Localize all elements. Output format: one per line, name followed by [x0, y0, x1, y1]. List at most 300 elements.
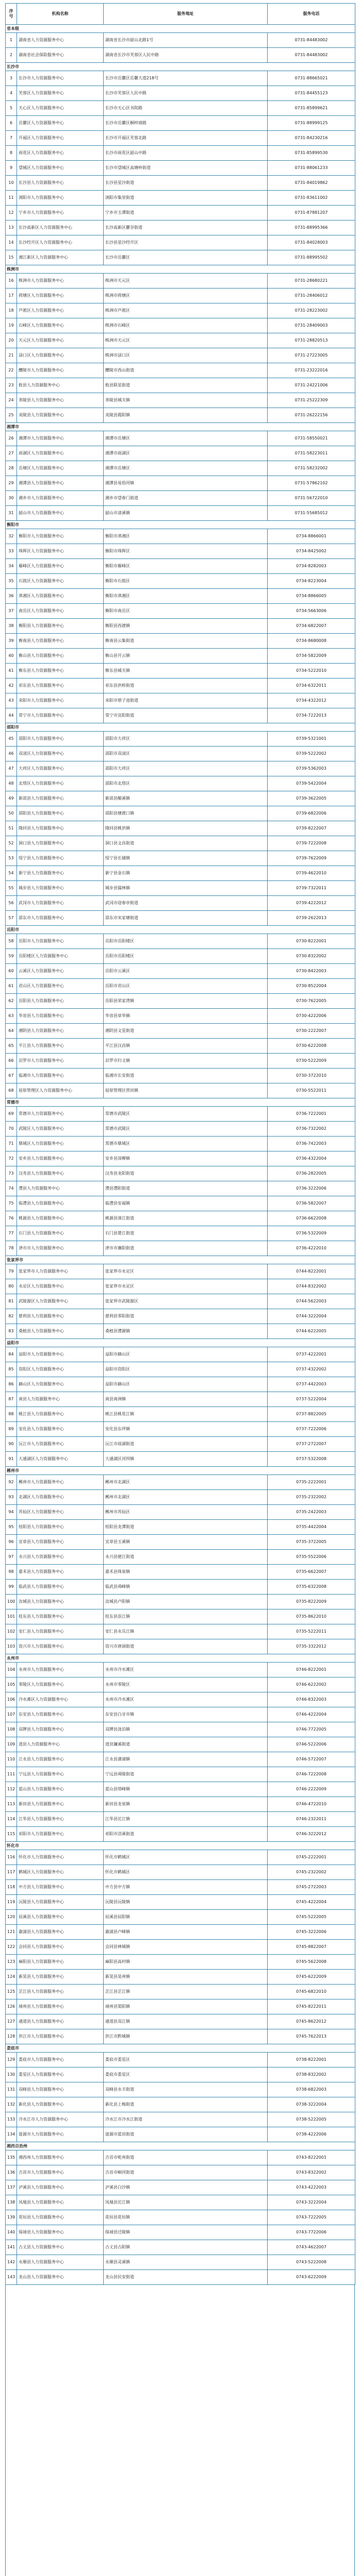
agency-name: 郴州市人力资源服务中心: [17, 1475, 104, 1490]
service-address: 江永县潇浦镇: [104, 1752, 268, 1767]
table-row: [6, 821, 355, 836]
agency-name: 雨花区人力资源服务中心: [17, 146, 104, 161]
service-address: 临武县舜峰镇: [104, 1580, 268, 1595]
service-phone: 0737-4422003: [268, 1377, 355, 1392]
service-phone: 0730-8322002: [268, 949, 355, 964]
table-row: [6, 776, 355, 791]
service-phone: 0731-58223011: [268, 446, 355, 461]
service-address: 岳阳市岳阳楼区: [104, 949, 268, 964]
section-row: [6, 265, 355, 274]
service-address: 邵东市宋家塘街道: [104, 911, 268, 926]
service-address: 常宁市宜阳街道: [104, 708, 268, 723]
agency-name: 永兴县人力资源服务中心: [17, 1550, 104, 1565]
agency-name: 雨湖区人力资源服务中心: [17, 446, 104, 461]
agency-name: 石峰区人力资源服务中心: [17, 318, 104, 333]
service-phone: 0746-5722007: [268, 1752, 355, 1767]
service-phone: 0734-6822007: [268, 619, 355, 634]
service-address: 长沙市岳麓区岳麓大道218号: [104, 71, 268, 86]
service-address: 双峰县永丰街道: [104, 2082, 268, 2097]
table-row: [6, 1609, 355, 1624]
service-address: 益阳市赫山区: [104, 1347, 268, 1362]
service-address: 衡东县城关镇: [104, 664, 268, 679]
agency-name: 衡南县人力资源服务中心: [17, 634, 104, 649]
section-title: 岳阳市: [6, 926, 355, 934]
agency-name: 岳麓区人力资源服务中心: [17, 116, 104, 131]
agency-name: 隆回县人力资源服务中心: [17, 821, 104, 836]
section-row: [6, 521, 355, 529]
service-phone: 0735-6622007: [268, 1565, 355, 1580]
service-phone: 0737-4222001: [268, 1347, 355, 1362]
service-phone: 0731-84483002: [268, 48, 355, 63]
table-row: [6, 2097, 355, 2112]
row-number: 121: [6, 1925, 17, 1940]
service-address: 湘潭市岳塘区: [104, 461, 268, 476]
table-row: [6, 693, 355, 708]
service-phone: 0743-7722006: [268, 2225, 355, 2240]
row-number: 30: [6, 491, 17, 506]
row-number: 119: [6, 1895, 17, 1910]
table-row: [6, 393, 355, 408]
service-address: 新宁县金石镇: [104, 866, 268, 881]
table-row: [6, 836, 355, 851]
agency-name: 保靖县人力资源服务中心: [17, 2225, 104, 2240]
service-address: 辰溪县辰阳镇: [104, 1910, 268, 1925]
agency-name: 长沙市人力资源服务中心: [17, 71, 104, 86]
service-phone: 0743-3222004: [268, 2195, 355, 2210]
service-phone: 0739-8222007: [268, 821, 355, 836]
row-number: 134: [6, 2127, 17, 2142]
agency-name: 桑植县人力资源服务中心: [17, 1324, 104, 1339]
agency-name: 沅陵县人力资源服务中心: [17, 1895, 104, 1910]
agency-name: 石门县人力资源服务中心: [17, 1226, 104, 1241]
agency-name: 攸县人力资源服务中心: [17, 378, 104, 393]
row-number: 83: [6, 1324, 17, 1339]
service-address: 岳阳市岳阳楼区: [104, 934, 268, 949]
service-address: 湘潭市岳塘区: [104, 431, 268, 446]
table-row: [6, 1362, 355, 1377]
agency-name: 祁东县人力资源服务中心: [17, 679, 104, 693]
service-phone: 0736-2822005: [268, 1166, 355, 1181]
service-phone: 0739-4222012: [268, 896, 355, 911]
section-title: 邵阳市: [6, 723, 355, 732]
table-row: [6, 206, 355, 221]
service-phone: 0730-8222001: [268, 934, 355, 949]
service-address: 华容县章华镇: [104, 1009, 268, 1024]
service-address: 南县南洲镇: [104, 1392, 268, 1407]
service-phone: 0746-2322011: [268, 1812, 355, 1827]
row-number: 15: [6, 250, 17, 265]
table-row: [6, 1069, 355, 1083]
row-number: 113: [6, 1797, 17, 1812]
table-row: [6, 408, 355, 423]
table-row: [6, 378, 355, 393]
row-number: 1: [6, 33, 17, 48]
row-number: 10: [6, 176, 17, 191]
table-row: [6, 1624, 355, 1639]
table-row: [6, 146, 355, 161]
table-row: [6, 604, 355, 619]
service-phone: 0739-2622013: [268, 911, 355, 926]
service-phone: 0736-5822007: [268, 1196, 355, 1211]
service-address: 涟源市蓝田街道: [104, 2127, 268, 2142]
service-address: 衡阳市珠晖区: [104, 544, 268, 559]
table-row: [6, 529, 355, 544]
service-address: 攸县联星街道: [104, 378, 268, 393]
table-row: [6, 2082, 355, 2097]
row-number: 54: [6, 866, 17, 881]
service-table: [5, 3, 355, 2285]
row-number: 39: [6, 634, 17, 649]
section-title: 益阳市: [6, 1339, 355, 1347]
row-number: 50: [6, 806, 17, 821]
service-address: 麻阳县高村镇: [104, 1955, 268, 1970]
service-phone: 0731-55685012: [268, 506, 355, 521]
row-number: 63: [6, 1009, 17, 1024]
service-address: 常德市武陵区: [104, 1107, 268, 1122]
table-row: [6, 664, 355, 679]
service-address: 邵阳县塘渡口镇: [104, 806, 268, 821]
table-row: [6, 274, 355, 289]
agency-name: 长沙县人力资源服务中心: [17, 176, 104, 191]
table-header-row: [6, 4, 355, 25]
section-title: 常德市: [6, 1098, 355, 1107]
row-number: 21: [6, 348, 17, 363]
table-row: [6, 1722, 355, 1737]
service-phone: 0731-27223005: [268, 348, 355, 363]
agency-name: 衡阳县人力资源服务中心: [17, 619, 104, 634]
section-row: [6, 25, 355, 33]
table-row: [6, 1422, 355, 1437]
agency-name: 洪江市人力资源服务中心: [17, 2029, 104, 2044]
service-phone: 0736-6622008: [268, 1211, 355, 1226]
row-number: 135: [6, 2150, 17, 2165]
row-number: 18: [6, 303, 17, 318]
service-address: 吉首市乾州街道: [104, 2150, 268, 2165]
agency-name: 津市市人力资源服务中心: [17, 1241, 104, 1256]
agency-name: 娄底市人力资源服务中心: [17, 2053, 104, 2067]
table-row: [6, 1309, 355, 1324]
row-number: 56: [6, 896, 17, 911]
row-number: 60: [6, 964, 17, 979]
service-address: 邵阳市北塔区: [104, 776, 268, 791]
service-phone: 0743-7222005: [268, 2210, 355, 2225]
service-address: 永州市冷水滩区: [104, 1663, 268, 1677]
table-row: [6, 1377, 355, 1392]
row-number: 71: [6, 1137, 17, 1151]
table-row: [6, 1595, 355, 1609]
row-number: 90: [6, 1437, 17, 1452]
agency-name: 北湖区人力资源服务中心: [17, 1490, 104, 1505]
row-number: 112: [6, 1782, 17, 1797]
agency-name: 宁乡市人力资源服务中心: [17, 206, 104, 221]
table-row: [6, 1241, 355, 1256]
service-address: 衡南县云集街道: [104, 634, 268, 649]
service-phone: 0739-5222002: [268, 747, 355, 761]
table-row: [6, 544, 355, 559]
table-row: [6, 476, 355, 491]
agency-name: 邵阳市人力资源服务中心: [17, 732, 104, 747]
agency-name: 衡山县人力资源服务中心: [17, 649, 104, 664]
service-address: 安化县东坪镇: [104, 1422, 268, 1437]
service-phone: 0736-4322004: [268, 1151, 355, 1166]
row-number: 137: [6, 2180, 17, 2195]
agency-name: 道县人力资源服务中心: [17, 1737, 104, 1752]
service-address: 汨罗市归义镇: [104, 1054, 268, 1069]
service-address: 隆回县桃洪镇: [104, 821, 268, 836]
row-number: 52: [6, 836, 17, 851]
row-number: 61: [6, 979, 17, 994]
service-address: 津市市襄阳街道: [104, 1241, 268, 1256]
service-phone: 0745-8822007: [268, 1940, 355, 1955]
row-number: 19: [6, 318, 17, 333]
service-address: 郴州市北湖区: [104, 1490, 268, 1505]
agency-name: 湘西州人力资源服务中心: [17, 2150, 104, 2165]
table-row: [6, 1009, 355, 1024]
service-phone: 0738-3222004: [268, 2097, 355, 2112]
service-phone: 0735-6322008: [268, 1580, 355, 1595]
service-phone: 0739-7222008: [268, 836, 355, 851]
table-row: [6, 574, 355, 589]
agency-name: 双清区人力资源服务中心: [17, 747, 104, 761]
service-phone: 0737-7222006: [268, 1422, 355, 1437]
row-number: 57: [6, 911, 17, 926]
service-phone: 0734-7222013: [268, 708, 355, 723]
service-address: 双牌县泷泊镇: [104, 1722, 268, 1737]
agency-name: 桃江县人力资源服务中心: [17, 1407, 104, 1422]
agency-name: 岳阳县人力资源服务中心: [17, 994, 104, 1009]
table-row: [6, 2180, 355, 2195]
agency-name: 武陵源区人力资源服务中心: [17, 1294, 104, 1309]
table-row: [6, 1782, 355, 1797]
agency-name: 云溪区人力资源服务中心: [17, 964, 104, 979]
agency-name: 花垣县人力资源服务中心: [17, 2210, 104, 2225]
agency-name: 赫山区人力资源服务中心: [17, 1377, 104, 1392]
row-number: 58: [6, 934, 17, 949]
row-number: 68: [6, 1083, 17, 1098]
service-address: 嘉禾县珠泉镇: [104, 1565, 268, 1580]
service-address: 岳阳市云溪区: [104, 964, 268, 979]
row-number: 22: [6, 363, 17, 378]
table-row: [6, 1752, 355, 1767]
service-phone: 0731-26222156: [268, 408, 355, 423]
service-phone: 0745-5222005: [268, 1910, 355, 1925]
table-row: [6, 2127, 355, 2142]
service-phone: 0731-84019862: [268, 176, 355, 191]
section-title: 湘潭市: [6, 423, 355, 431]
row-number: 88: [6, 1407, 17, 1422]
service-phone: 0731-28820513: [268, 333, 355, 348]
agency-name: 古丈县人力资源服务中心: [17, 2240, 104, 2255]
service-address: 长沙市岳麓区: [104, 250, 268, 265]
service-address: 醴陵市西山街道: [104, 363, 268, 378]
row-number: 125: [6, 1985, 17, 1999]
row-number: 72: [6, 1151, 17, 1166]
agency-name: 衡阳市人力资源服务中心: [17, 529, 104, 544]
table-row: [6, 1707, 355, 1722]
agency-name: 渌口区人力资源服务中心: [17, 348, 104, 363]
table-body: [6, 25, 355, 2285]
table-row: [6, 1024, 355, 1039]
row-number: 59: [6, 949, 17, 964]
row-number: 70: [6, 1122, 17, 1137]
service-address: 大通湖区河坝镇: [104, 1452, 268, 1467]
table-row: [6, 303, 355, 318]
service-address: 湖南省长沙市韶山北路1号: [104, 33, 268, 48]
service-phone: 0746-6222002: [268, 1677, 355, 1692]
service-phone: 0731-28409003: [268, 318, 355, 333]
header-addr: 服务地址: [104, 4, 268, 25]
table-row: [6, 2270, 355, 2285]
row-number: 98: [6, 1565, 17, 1580]
table-row: [6, 2150, 355, 2165]
row-number: 129: [6, 2053, 17, 2067]
row-number: 78: [6, 1241, 17, 1256]
row-number: 17: [6, 289, 17, 303]
service-phone: 0744-5622003: [268, 1294, 355, 1309]
row-number: 111: [6, 1767, 17, 1782]
table-row: [6, 1324, 355, 1339]
service-address: 新化县上梅街道: [104, 2097, 268, 2112]
row-number: 79: [6, 1264, 17, 1279]
table-row: [6, 1452, 355, 1467]
agency-name: 开福区人力资源服务中心: [17, 131, 104, 146]
agency-name: 怀化市人力资源服务中心: [17, 1850, 104, 1865]
row-number: 89: [6, 1422, 17, 1437]
table-row: [6, 1181, 355, 1196]
service-phone: 0731-88665021: [268, 71, 355, 86]
service-address: 怀化市鹤城区: [104, 1850, 268, 1865]
service-phone: 0731-28680221: [268, 274, 355, 289]
service-address: 株洲市石峰区: [104, 318, 268, 333]
table-row: [6, 851, 355, 866]
service-phone: 0731-88999125: [268, 116, 355, 131]
table-row: [6, 994, 355, 1009]
service-phone: 0738-6822003: [268, 2082, 355, 2097]
table-row: [6, 634, 355, 649]
service-phone: 0739-5321001: [268, 732, 355, 747]
row-number: 13: [6, 221, 17, 235]
agency-name: 东安县人力资源服务中心: [17, 1707, 104, 1722]
table-row: [6, 363, 355, 378]
table-row: [6, 446, 355, 461]
table-row: [6, 101, 355, 116]
table-row: [6, 1910, 355, 1925]
section-row: [6, 1098, 355, 1107]
row-number: 138: [6, 2195, 17, 2210]
row-number: 51: [6, 821, 17, 836]
table-row: [6, 1107, 355, 1122]
service-phone: 0743-8322002: [268, 2165, 355, 2180]
service-phone: 0730-7622005: [268, 994, 355, 1009]
row-number: 35: [6, 574, 17, 589]
row-number: 49: [6, 791, 17, 806]
row-number: 29: [6, 476, 17, 491]
service-address: 长沙市望城区高塘岭街道: [104, 161, 268, 176]
service-phone: 0746-8222001: [268, 1663, 355, 1677]
table-row: [6, 747, 355, 761]
row-number: 12: [6, 206, 17, 221]
table-row: [6, 176, 355, 191]
row-number: 87: [6, 1392, 17, 1407]
section-row: [6, 926, 355, 934]
service-phone: 0743-5222008: [268, 2255, 355, 2270]
agency-name: 益阳市人力资源服务中心: [17, 1347, 104, 1362]
agency-name: 茶陵县人力资源服务中心: [17, 393, 104, 408]
row-number: 75: [6, 1196, 17, 1211]
section-row: [6, 63, 355, 71]
agency-name: 辰溪县人力资源服务中心: [17, 1910, 104, 1925]
table-row: [6, 48, 355, 63]
service-address: 衡阳市石鼓区: [104, 574, 268, 589]
row-number: 37: [6, 604, 17, 619]
row-number: 28: [6, 461, 17, 476]
agency-name: 麻阳县人力资源服务中心: [17, 1955, 104, 1970]
table-row: [6, 866, 355, 881]
row-number: 65: [6, 1039, 17, 1054]
table-frame: [5, 2285, 355, 2576]
row-number: 76: [6, 1211, 17, 1226]
service-address: 益阳市资阳区: [104, 1362, 268, 1377]
agency-name: 岳阳楼区人力资源服务中心: [17, 949, 104, 964]
row-number: 108: [6, 1722, 17, 1737]
service-address: 蓝山县塔峰镇: [104, 1782, 268, 1797]
row-number: 48: [6, 776, 17, 791]
service-address: 湘乡市望春门街道: [104, 491, 268, 506]
service-address: 龙山县民安街道: [104, 2270, 268, 2285]
agency-name: 靖州县人力资源服务中心: [17, 1999, 104, 2014]
row-number: 85: [6, 1362, 17, 1377]
agency-name: 吉首市人力资源服务中心: [17, 2165, 104, 2180]
agency-name: 安乡县人力资源服务中心: [17, 1151, 104, 1166]
row-number: 105: [6, 1677, 17, 1692]
service-phone: 0731-88995366: [268, 221, 355, 235]
service-address: 凤凰县沱江镇: [104, 2195, 268, 2210]
row-number: 38: [6, 619, 17, 634]
agency-name: 溆浦县人力资源服务中心: [17, 1925, 104, 1940]
row-number: 82: [6, 1309, 17, 1324]
service-address: 张家界市永定区: [104, 1264, 268, 1279]
table-row: [6, 33, 355, 48]
service-phone: 0745-8222011: [268, 1999, 355, 2014]
row-number: 25: [6, 408, 17, 423]
agency-name: 新田县人力资源服务中心: [17, 1797, 104, 1812]
service-phone: 0731-85899530: [268, 146, 355, 161]
service-address: 古丈县古阳镇: [104, 2240, 268, 2255]
agency-name: 新宁县人力资源服务中心: [17, 866, 104, 881]
service-address: 衡阳市南岳区: [104, 604, 268, 619]
row-number: 34: [6, 559, 17, 574]
service-phone: 0746-3222012: [268, 1827, 355, 1842]
row-number: 8: [6, 146, 17, 161]
row-number: 130: [6, 2067, 17, 2082]
row-number: 118: [6, 1880, 17, 1895]
service-phone: 0736-5322009: [268, 1226, 355, 1241]
section-row: [6, 1654, 355, 1663]
agency-name: 双峰县人力资源服务中心: [17, 2082, 104, 2097]
agency-name: 永顺县人力资源服务中心: [17, 2255, 104, 2270]
agency-name: 岳阳市人力资源服务中心: [17, 934, 104, 949]
service-phone: 0736-4222010: [268, 1241, 355, 1256]
service-phone: 0743-4222003: [268, 2180, 355, 2195]
service-address: 浏阳市集里街道: [104, 191, 268, 206]
service-address: 桑植县澧源镇: [104, 1324, 268, 1339]
service-address: 长沙市岳麓区桐梓坡路: [104, 116, 268, 131]
agency-name: 天心区人力资源服务中心: [17, 101, 104, 116]
row-number: 20: [6, 333, 17, 348]
row-number: 3: [6, 71, 17, 86]
row-number: 136: [6, 2165, 17, 2180]
service-phone: 0745-8622012: [268, 2014, 355, 2029]
